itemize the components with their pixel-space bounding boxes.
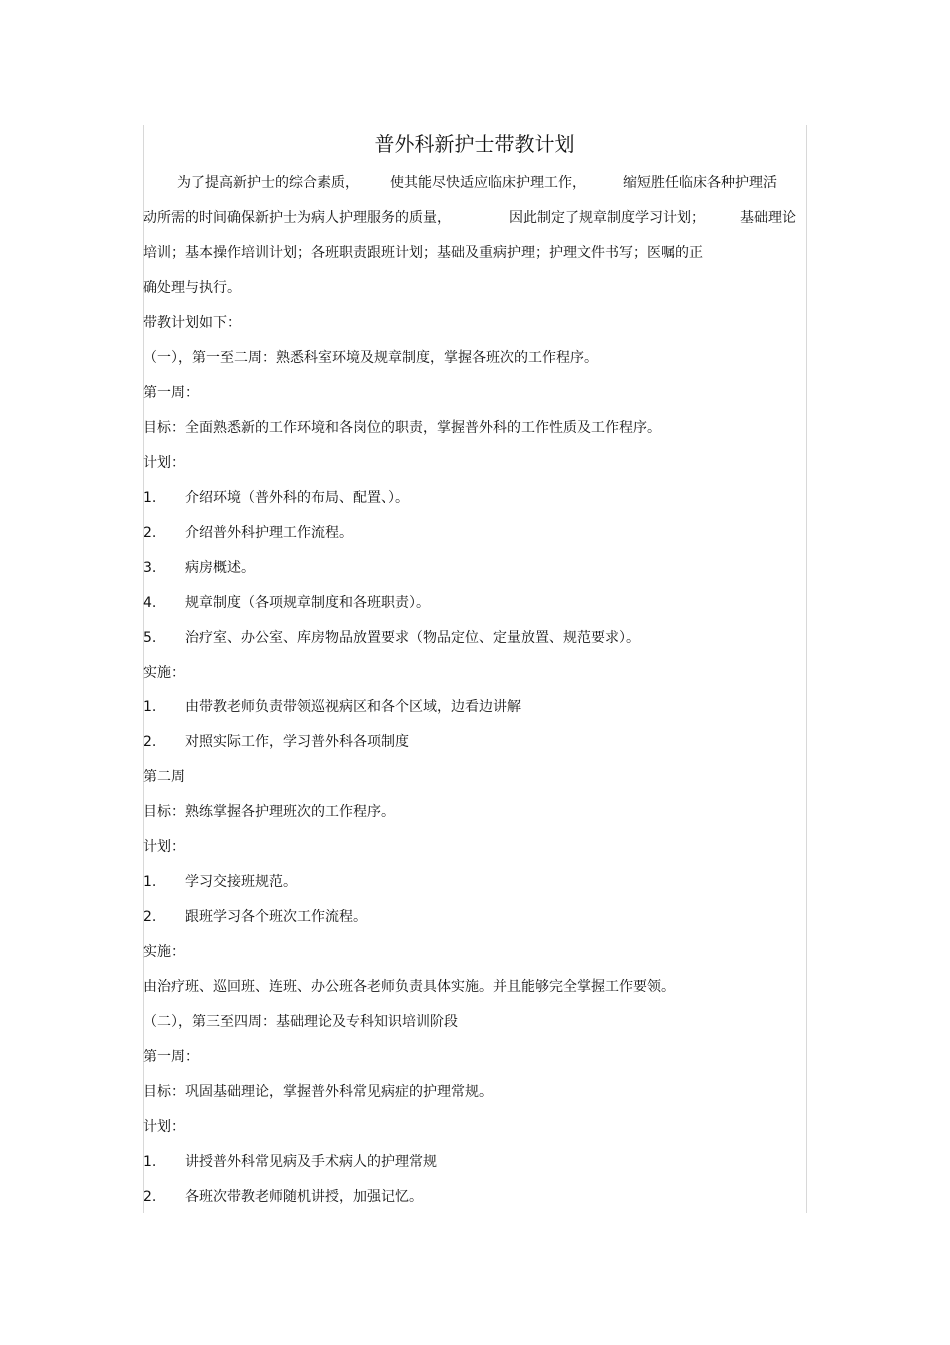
s1-week-1-label: 第一周： — [143, 385, 199, 401]
document-title: 普外科新护士带教计划 — [374, 132, 575, 156]
intro-text: 基础理论 — [740, 210, 796, 226]
list-text: 治疗室、办公室、库房物品放置要求（物品定位、定量放置、规范要求）。 — [185, 630, 640, 646]
list-item — [143, 872, 297, 892]
s2-week-1-label: 第一周： — [143, 1049, 199, 1065]
s2-week-1-goal: 目标：巩固基础理论，掌握普外科常见病症的护理常规。 — [143, 1084, 493, 1100]
list-item — [143, 558, 255, 578]
list-text: 跟班学习各个班次工作流程。 — [185, 909, 367, 925]
right-margin-line — [806, 125, 807, 1213]
section-1-heading: （一），第一至二周：熟悉科室环境及规章制度，掌握各班次的工作程序。 — [143, 350, 598, 366]
s1-week-1-plan-label: 计划： — [143, 455, 185, 471]
list-item — [143, 523, 353, 543]
s1-week-1-impl-label: 实施： — [143, 665, 185, 681]
intro-line-4: 确处理与执行。 — [143, 280, 241, 296]
list-text: 各班次带教老师随机讲授，加强记忆。 — [185, 1189, 423, 1205]
plan-intro: 带教计划如下： — [143, 315, 241, 331]
list-number: 5. — [143, 630, 157, 646]
intro-line-3: 培训；基本操作培训计划；各班职责跟班计划；基础及重病护理；护理文件书写；医嘱的正 — [143, 245, 703, 261]
list-text: 病房概述。 — [185, 560, 255, 576]
list-number: 1. — [143, 874, 157, 890]
list-text: 介绍普外科护理工作流程。 — [185, 525, 353, 541]
list-item — [143, 907, 367, 927]
s1-week-2-impl-text: 由治疗班、巡回班、连班、办公班各老师负责具体实施。并且能够完全掌握工作要领。 — [143, 979, 675, 995]
list-item — [143, 1152, 437, 1172]
intro-text: 动所需的时间确保新护士为病人护理服务的质量， — [143, 210, 451, 226]
list-number: 2. — [143, 1189, 157, 1205]
s1-week-1-goal: 目标：全面熟悉新的工作环境和各岗位的职责，掌握普外科的工作性质及工作程序。 — [143, 420, 661, 436]
s1-week-2-goal: 目标：熟练掌握各护理班次的工作程序。 — [143, 804, 395, 820]
list-item — [143, 1187, 423, 1207]
list-number: 3. — [143, 560, 157, 576]
intro-text: 缩短胜任临床各种护理活 — [623, 175, 777, 191]
intro-text: 使其能尽快适应临床护理工作， — [390, 175, 586, 191]
list-text: 对照实际工作，学习普外科各项制度 — [185, 734, 409, 750]
list-text: 由带教老师负责带领巡视病区和各个区域，边看边讲解 — [185, 699, 521, 715]
list-number: 2. — [143, 734, 157, 750]
intro-text: 为了提高新护士的综合素质， — [177, 175, 359, 191]
intro-text: 因此制定了规章制度学习计划； — [509, 210, 705, 226]
section-2-heading: （二），第三至四周：基础理论及专科知识培训阶段 — [143, 1014, 458, 1030]
list-number: 1. — [143, 490, 157, 506]
list-item — [143, 593, 430, 613]
list-text: 规章制度（各项规章制度和各班职责）。 — [185, 595, 430, 611]
list-number: 2. — [143, 525, 157, 541]
list-text: 学习交接班规范。 — [185, 874, 297, 890]
list-item — [143, 697, 521, 717]
list-text: 介绍环境（普外科的布局、配置、）。 — [185, 490, 409, 506]
list-item — [143, 488, 409, 508]
list-number: 2. — [143, 909, 157, 925]
s1-week-2-impl-label: 实施： — [143, 944, 185, 960]
s1-week-2-plan-label: 计划： — [143, 839, 185, 855]
list-item — [143, 732, 409, 752]
list-item — [143, 628, 640, 648]
list-text: 讲授普外科常见病及手术病人的护理常规 — [185, 1154, 437, 1170]
list-number: 4. — [143, 595, 157, 611]
s1-week-2-label: 第二周 — [143, 769, 185, 785]
list-number: 1. — [143, 1154, 157, 1170]
s2-week-1-plan-label: 计划： — [143, 1119, 185, 1135]
list-number: 1. — [143, 699, 157, 715]
